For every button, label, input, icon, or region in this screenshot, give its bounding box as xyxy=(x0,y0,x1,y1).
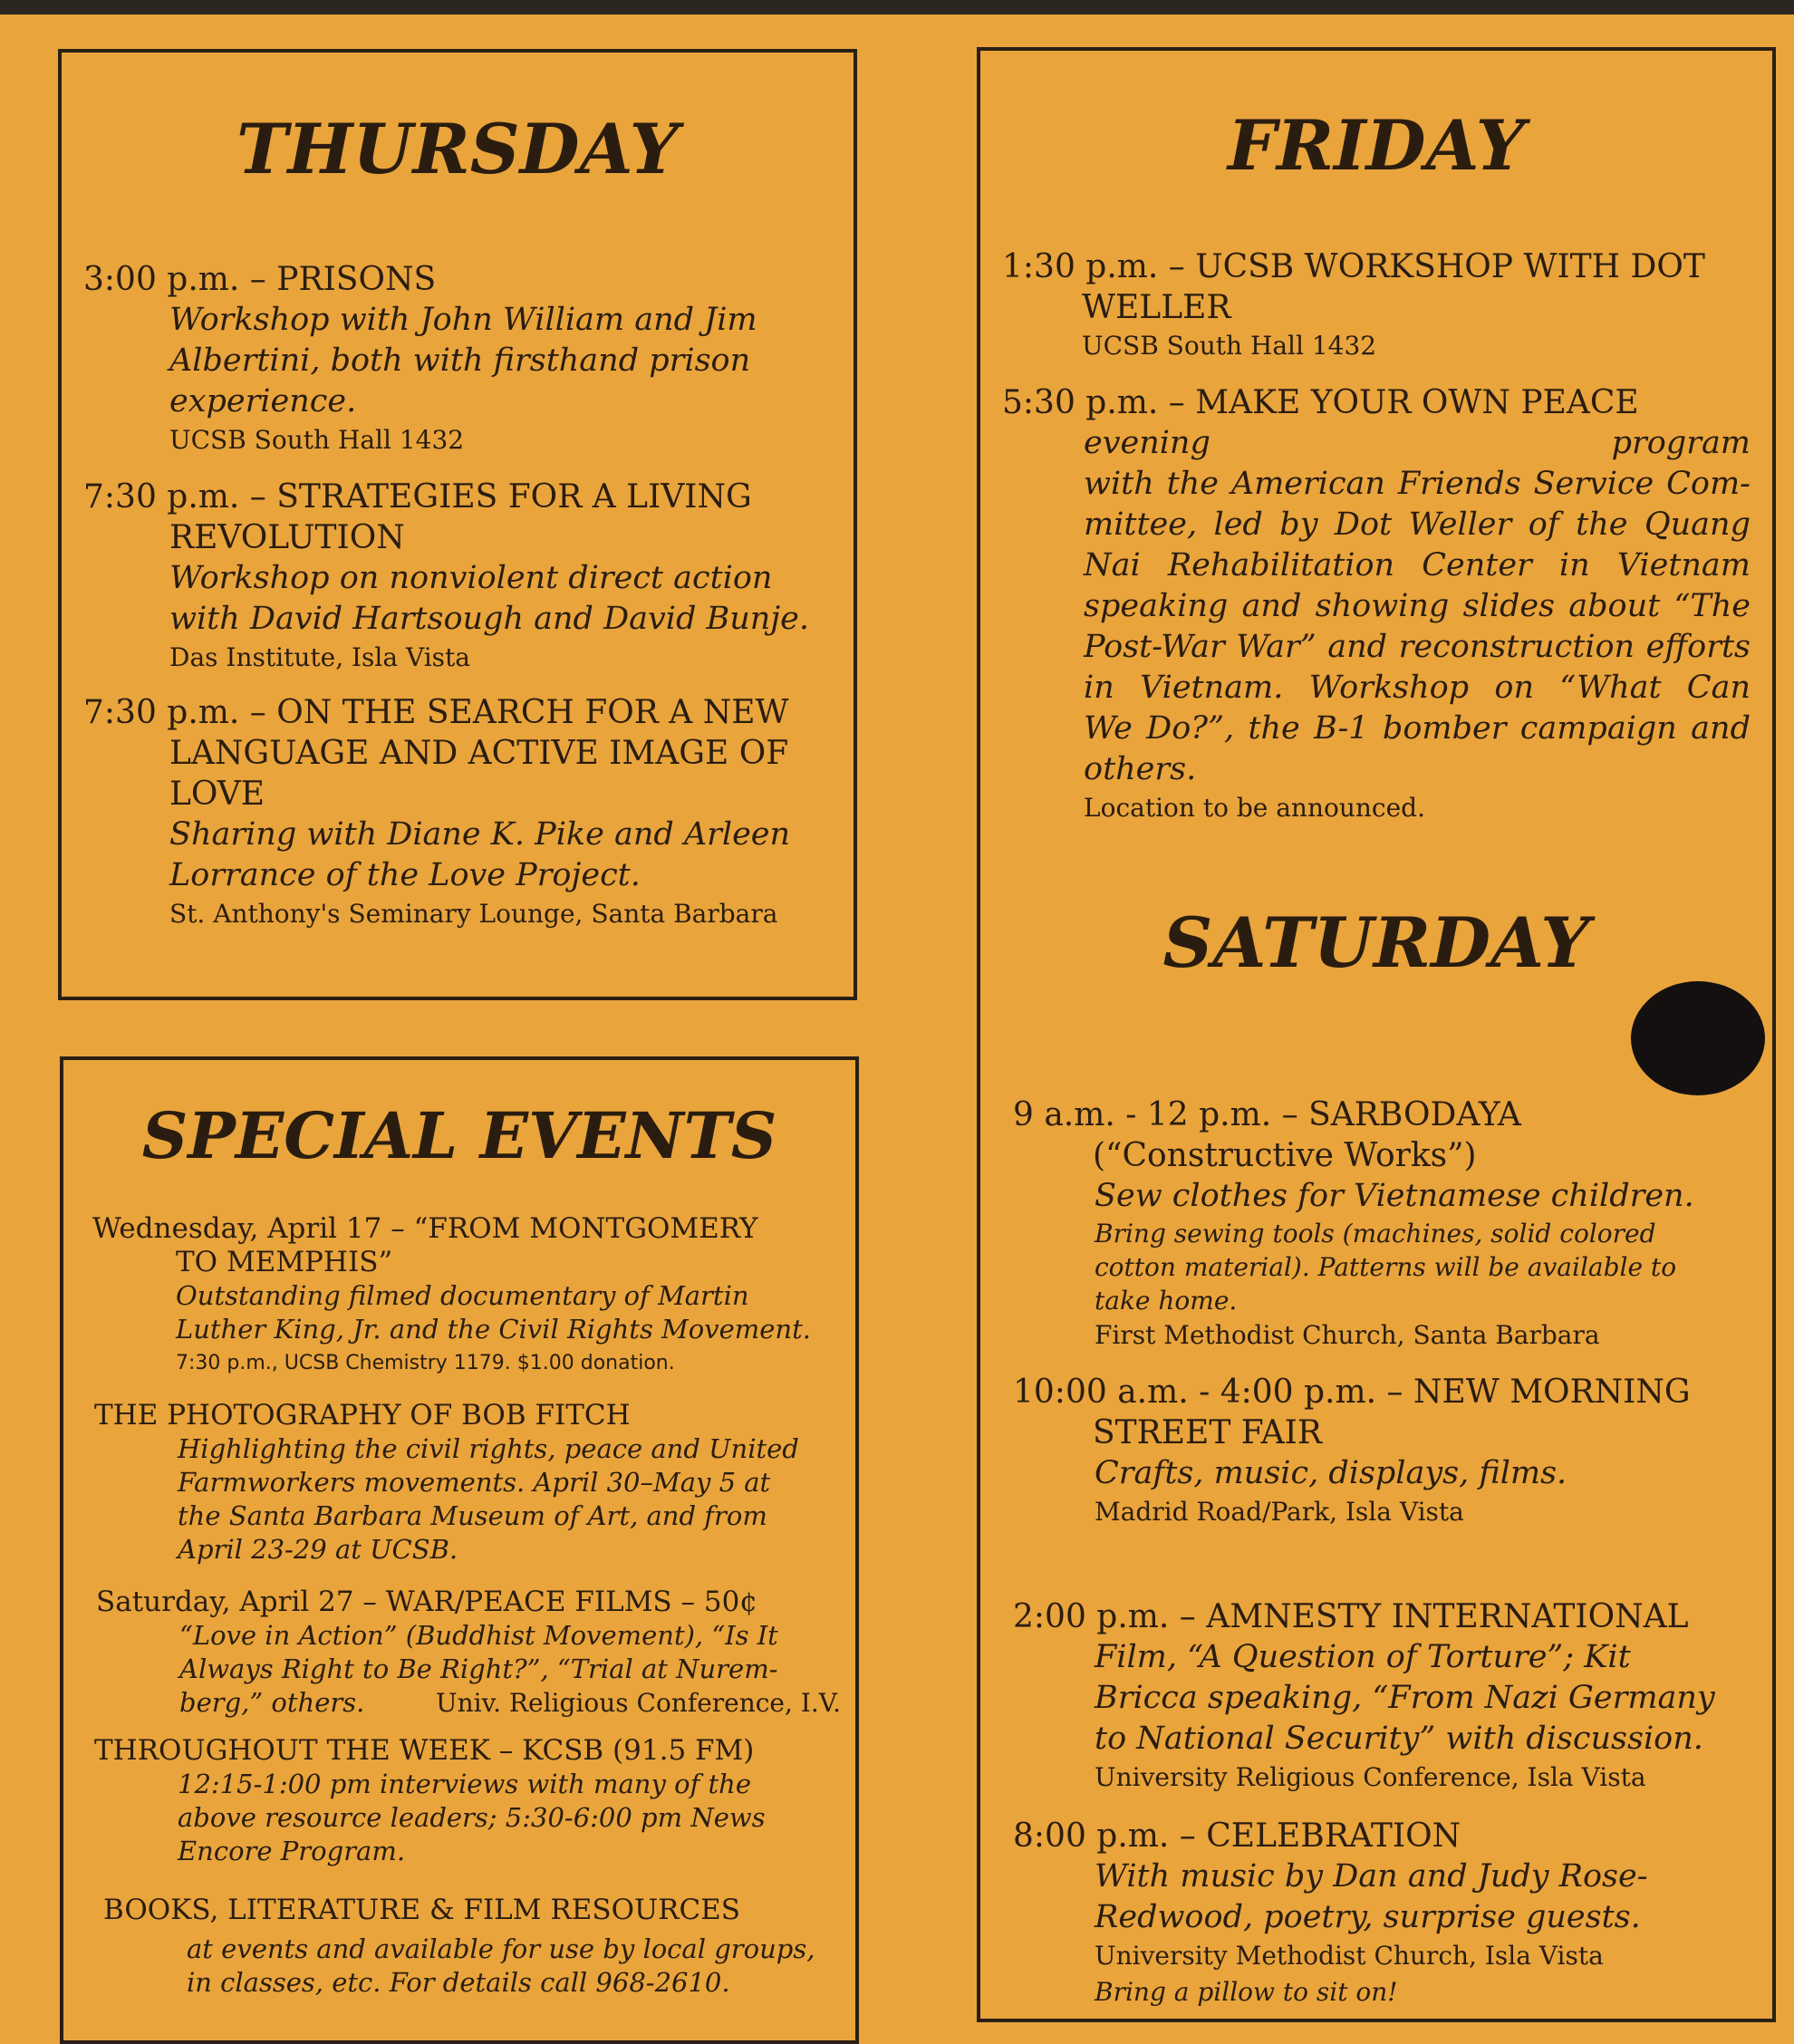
event-heading: 2:00 p.m. – AMNESTY INTERNATIONAL xyxy=(1013,1598,1689,1635)
event-location: First Methodist Church, Santa Barbara xyxy=(1095,1320,1600,1350)
event-heading: Saturday, April 27 – WAR/PEACE FILMS – 50¢ xyxy=(96,1586,758,1618)
special-events-title: SPECIAL EVENTS xyxy=(141,1098,777,1173)
top-edge-band xyxy=(0,0,1794,14)
event-heading-continued: REVOLUTION xyxy=(169,519,405,556)
thursday-box xyxy=(58,49,857,1000)
event-details: 7:30 p.m., UCSB Chemistry 1179. $1.00 donation. xyxy=(176,1352,675,1374)
special-event-2 xyxy=(94,1399,841,1567)
event-location: Univ. Religious Conference, I.V. xyxy=(436,1688,841,1718)
event-location: Location to be announced. xyxy=(1084,793,1425,823)
special-events-box xyxy=(60,1056,859,2044)
event-heading: Wednesday, April 17 – “FROM MONTGOMERY xyxy=(92,1212,758,1245)
special-event-3 xyxy=(96,1586,841,1720)
event-heading: THROUGHOUT THE WEEK – KCSB (91.5 FM) xyxy=(94,1734,755,1767)
friday-event-1 xyxy=(1002,246,1751,364)
event-description: Outstanding filmed documentary of Martin Luther King, Jr. and the Civil Rights Movement. xyxy=(176,1280,811,1345)
event-location: Das Institute, Isla Vista xyxy=(169,642,470,672)
event-location: University Methodist Church, Isla Vista xyxy=(1095,1941,1604,1971)
event-heading: 10:00 a.m. - 4:00 p.m. – NEW MORNING xyxy=(1013,1374,1691,1411)
event-note: Bring a pillow to sit on! xyxy=(1095,1977,1398,2007)
event-heading: 7:30 p.m. – ON THE SEARCH FOR A NEW xyxy=(83,694,789,731)
special-event-1 xyxy=(92,1212,837,1380)
event-location: University Religious Conference, Isla Vista xyxy=(1095,1762,1646,1792)
event-description: Sew clothes for Vietnamese children. xyxy=(1095,1178,1694,1214)
saturday-event-3 xyxy=(1013,1596,1761,1796)
special-event-5 xyxy=(103,1894,850,2000)
event-heading: 3:00 p.m. – PRISONS xyxy=(83,261,437,298)
event-description: at events and available for use by local groups, in classes, etc. For details call 968-2610. xyxy=(187,1933,815,1998)
event-heading: THE PHOTOGRAPHY OF BOB FITCH xyxy=(94,1399,631,1432)
event-heading: 8:00 p.m. – CELEBRATION xyxy=(1013,1817,1461,1855)
event-heading: 9 a.m. - 12 p.m. – SARBODAYA xyxy=(1013,1096,1521,1133)
event-description-first: evening program with the American Friends Service Com- mittee, led by Dot Weller of the Quang Nai Rehabilitation Center in Vietnam speaking and showing slides about “The Post-War War” and reconstruction efforts in Vietnam. Workshop on “What Can We Do?”, the B-1 bomber campaign and others. xyxy=(1084,425,1751,787)
friday-title: FRIDAY xyxy=(1227,105,1525,186)
event-location: UCSB South Hall 1432 xyxy=(1082,331,1377,361)
thursday-event-2 xyxy=(83,477,830,676)
event-heading-continued: TO MEMPHIS” xyxy=(176,1246,393,1278)
thursday-event-3 xyxy=(83,692,830,932)
event-description: Sharing with Diane K. Pike and Arleen Lorrance of the Love Project. xyxy=(169,816,791,893)
saturday-event-1 xyxy=(1013,1094,1761,1354)
saturday-event-4 xyxy=(1013,1816,1761,2010)
event-heading-continued: STREET FAIR xyxy=(1093,1414,1322,1451)
punch-hole xyxy=(1631,981,1765,1095)
event-description: Workshop on nonviolent direct action with David Hartsough and David Bunje. xyxy=(169,560,809,637)
event-heading: 1:30 p.m. – UCSB WORKSHOP WITH DOT xyxy=(1002,248,1705,285)
thursday-event-1 xyxy=(83,259,830,458)
event-location: St. Anthony's Seminary Lounge, Santa Barbara xyxy=(169,899,778,929)
saturday-event-2 xyxy=(1013,1372,1761,1530)
event-description: Crafts, music, displays, films. xyxy=(1095,1455,1567,1491)
special-event-4 xyxy=(94,1734,841,1868)
event-description: Workshop with John William and Jim Albertini, both with firsthand prison experience. xyxy=(169,302,757,419)
event-description: “Love in Action” (Buddhist Movement), “Is It Always Right to Be Right?”, “Trial at Nurem- berg,” others. xyxy=(179,1620,778,1718)
event-description: With music by Dan and Judy Rose- Redwood, poetry, surprise guests. xyxy=(1095,1858,1648,1935)
event-location: Madrid Road/Park, Isla Vista xyxy=(1095,1497,1464,1527)
event-heading-continued: LANGUAGE AND ACTIVE IMAGE OF LOVE xyxy=(169,735,789,813)
event-description: Film, “A Question of Torture”; Kit Bricca speaking, “From Nazi Germany to National Security” with discussion. xyxy=(1095,1639,1715,1757)
event-description-detail: Bring sewing tools (machines, solid colored cotton material). Patterns will be available to take home. xyxy=(1095,1219,1677,1316)
event-location: UCSB South Hall 1432 xyxy=(169,425,465,455)
friday-event-2 xyxy=(1002,382,1751,826)
event-heading-continued: WELLER xyxy=(1082,289,1231,326)
saturday-title: SATURDAY xyxy=(1162,902,1590,983)
event-description: 12:15-1:00 pm interviews with many of the above resource leaders; 5:30-6:00 pm News Encore Program. xyxy=(178,1769,766,1866)
event-heading: 7:30 p.m. – STRATEGIES FOR A LIVING xyxy=(83,478,752,516)
event-heading: BOOKS, LITERATURE & FILM RESOURCES xyxy=(103,1894,741,1926)
thursday-title: THURSDAY xyxy=(236,109,680,189)
event-heading-continued: (“Constructive Works”) xyxy=(1093,1137,1477,1174)
event-description: Highlighting the civil rights, peace and United Farmworkers movements. April 30–May 5 at the Santa Barbara Museum of Art, and from April 23-29 at UCSB. xyxy=(178,1433,799,1565)
event-heading: 5:30 p.m. – MAKE YOUR OWN PEACE xyxy=(1002,384,1639,421)
